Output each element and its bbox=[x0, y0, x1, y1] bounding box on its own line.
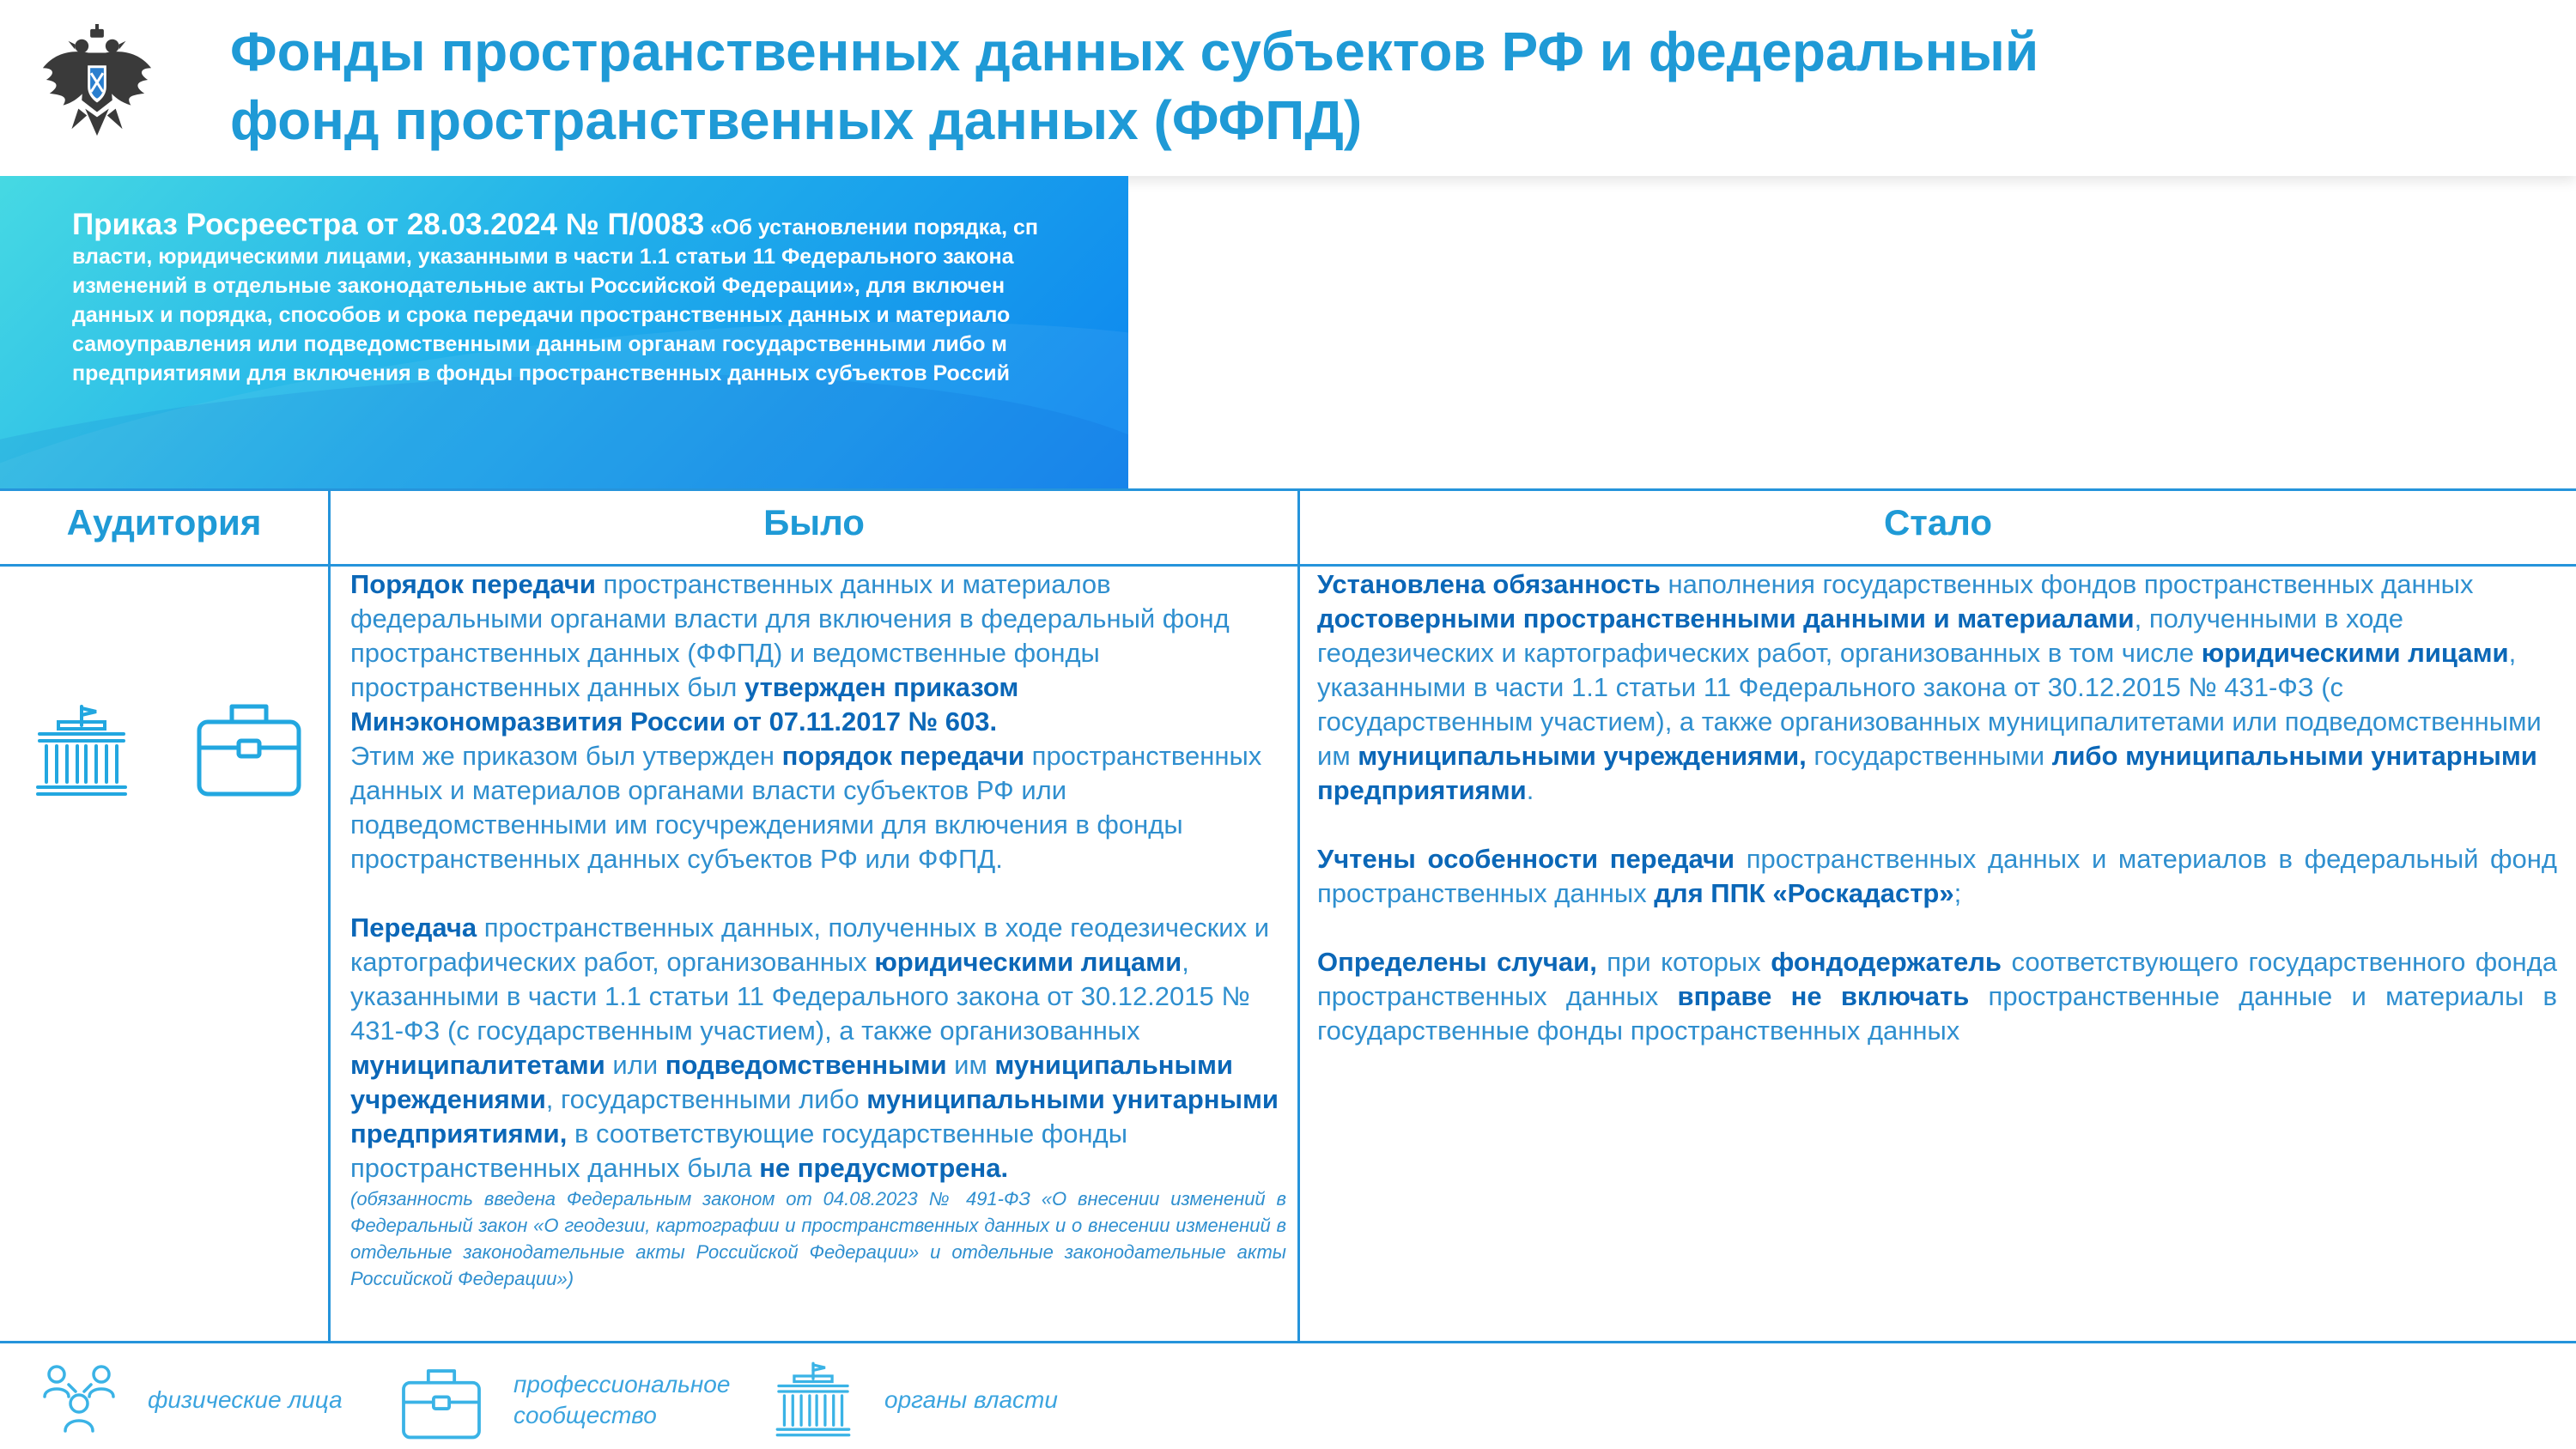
order-reference: Приказ Росреестра от 28.03.2024 № П/0083 bbox=[72, 208, 705, 241]
briefcase-icon bbox=[400, 1366, 483, 1441]
paragraph-gap bbox=[1317, 911, 2557, 945]
after-paragraph-3 bbox=[1317, 945, 2557, 1048]
order-banner-text bbox=[72, 210, 1128, 388]
page-title bbox=[230, 17, 2506, 155]
before-bold-text: утвержден приказом Минэкономразвития России от 07.11.2017 № 603. bbox=[350, 672, 1019, 737]
after-bold-text: либо муниципальными унитарными предприятиями bbox=[1317, 741, 2537, 805]
before-text: или bbox=[605, 1050, 665, 1080]
legend-professional-line-1: профессиональное bbox=[513, 1371, 731, 1397]
after-bold-text: достоверными пространственными данными и материалами bbox=[1317, 603, 2135, 634]
after-bold-text: Определены случаи, bbox=[1317, 947, 1597, 977]
order-text-line-1: «Об установлении порядка, сп bbox=[704, 215, 1038, 239]
before-bold-text: муниципальными учреждениями bbox=[350, 1050, 1233, 1114]
before-bold-text: Порядок передачи bbox=[350, 569, 596, 599]
after-bold-text: муниципальными учреждениями, bbox=[1358, 741, 1807, 771]
audience-legend bbox=[0, 1343, 2576, 1449]
table-column-divider bbox=[1297, 488, 1300, 1343]
before-text: им bbox=[946, 1050, 995, 1080]
before-bold-text: не предусмотрена. bbox=[759, 1153, 1009, 1183]
double-headed-eagle-emblem bbox=[38, 24, 156, 142]
after-text: пространственные данные и материалы в государственные фонды пространственных данных bbox=[1317, 981, 2558, 1046]
legend-individuals-label: физические лица bbox=[148, 1386, 343, 1413]
before-bold-text: юридическими лицами bbox=[874, 947, 1182, 977]
after-text: соответствующего государственного фонда пространственных данных bbox=[1317, 947, 2557, 1011]
before-bold-text: муниципальными унитарными предприятиями, bbox=[350, 1084, 1279, 1149]
before-paragraph-3 bbox=[350, 911, 1286, 1185]
after-bold-text: Установлена обязанность bbox=[1317, 569, 1661, 599]
column-header-before: Было bbox=[763, 502, 865, 543]
after-text: государственными bbox=[1806, 741, 2052, 771]
before-paragraph-1 bbox=[350, 567, 1286, 739]
after-bold-text: юридическими лицами bbox=[2201, 638, 2509, 668]
before-cell bbox=[350, 567, 1286, 1292]
column-header-after: Стало bbox=[1883, 502, 1993, 543]
column-header-audience: Аудитория bbox=[66, 502, 262, 543]
header bbox=[0, 0, 2576, 176]
before-text: пространственных данных и материалов федеральными органами власти для включения в федеральный фонд пространственных данных (ФФПД) и ведомственные фонды пространственных данных был bbox=[350, 569, 1230, 702]
briefcase-icon bbox=[196, 700, 302, 799]
before-bold-text: порядок передачи bbox=[781, 741, 1025, 771]
table-header-border bbox=[0, 564, 2576, 567]
before-paragraph-2 bbox=[350, 739, 1286, 876]
legend-authorities-label: органы власти bbox=[884, 1386, 1058, 1413]
order-text-line-6: предприятиями для включения в фонды пространственных данных субъектов Россий bbox=[72, 361, 1011, 385]
after-text: ; bbox=[1953, 878, 1962, 908]
legend-professional-line-2: сообщество bbox=[513, 1402, 657, 1428]
before-text: Этим же приказом был утвержден bbox=[350, 741, 782, 771]
after-text: при которых bbox=[1596, 947, 1771, 977]
before-text: в соответствующие государственные фонды пространственных данных была bbox=[350, 1119, 1128, 1183]
before-bold-text: подведомственными bbox=[665, 1050, 947, 1080]
law-reference-note: (обязанность введена Федеральным законом от 04.08.2023 № 491-ФЗ «О внесении изменений в Федеральный закон «О геодезии, картографии и пространственных данных и о внесении изменений в отдельные законодательные акты Российской Федерации» и отдельные законодательные акты Российской Федерации») bbox=[350, 1188, 1286, 1289]
before-bold-text: Передача bbox=[350, 912, 477, 943]
after-text: , полученными в ходе геодезических и картографических работ, организованных в том числе bbox=[1317, 603, 2404, 668]
after-text: , указанными в части 1.1 статьи 11 Федерального закона от 30.12.2015 № 431-ФЗ (с государственным участием), а также организованных муниципалитетами или подведомственными им bbox=[1317, 638, 2542, 771]
after-paragraph-2 bbox=[1317, 842, 2557, 911]
paragraph-gap bbox=[350, 876, 1286, 911]
page-title-line-2: фонд пространственных данных (ФФПД) bbox=[230, 89, 1363, 151]
table-column-divider bbox=[328, 488, 331, 1343]
people-group-icon bbox=[43, 1362, 117, 1436]
after-bold-text: фондодержатель bbox=[1771, 947, 2002, 977]
before-text: пространственных данных и материалов органами власти субъектов РФ или подведомственными им госучреждениями для включения в фонды пространственных данных субъектов РФ или ФФПД. bbox=[350, 741, 1262, 874]
after-text: наполнения государственных фондов пространственных данных bbox=[1660, 569, 2474, 599]
after-text: пространственных данных и материалов в федеральный фонд пространственных данных bbox=[1317, 844, 2558, 908]
order-text-line-3: изменений в отдельные законодательные акты Российской Федерации», для включен bbox=[72, 274, 1005, 298]
order-text-line-4: данных и порядка, способов и срока передачи пространственных данных и материало bbox=[72, 303, 1011, 327]
page-title-line-1: Фонды пространственных данных субъектов РФ и федеральный bbox=[230, 21, 2039, 82]
after-bold-text: Учтены особенности передачи bbox=[1317, 844, 1735, 874]
order-banner bbox=[0, 176, 1128, 488]
comparison-table bbox=[0, 488, 2576, 1343]
after-cell bbox=[1317, 567, 2557, 1048]
after-bold-text: вправе не включать bbox=[1677, 981, 1970, 1011]
government-building-icon bbox=[34, 703, 129, 797]
order-text-line-5: самоуправления или подведомственными данным органам государственными либо м bbox=[72, 332, 1007, 356]
before-text: , указанными в части 1.1 статьи 11 Федерального закона от 30.12.2015 № 431-ФЗ (с государственным участием), а также организованных bbox=[350, 947, 1250, 1046]
after-bold-text: для ППК «Роскадастр» bbox=[1654, 878, 1954, 908]
before-text: , государственными либо bbox=[545, 1084, 867, 1114]
legend-professional-label bbox=[513, 1369, 730, 1431]
table-top-border bbox=[0, 488, 2576, 491]
after-paragraph-1 bbox=[1317, 567, 2557, 808]
paragraph-gap bbox=[1317, 808, 2557, 842]
before-bold-text: муниципалитетами bbox=[350, 1050, 605, 1080]
before-text: пространственных данных, полученных в ходе геодезических и картографических работ, организованных bbox=[350, 912, 1270, 977]
government-building-icon bbox=[775, 1361, 852, 1438]
after-text: . bbox=[1526, 775, 1534, 805]
order-text-line-2: власти, юридическими лицами, указанными в части 1.1 статьи 11 Федерального закона bbox=[72, 245, 1014, 269]
